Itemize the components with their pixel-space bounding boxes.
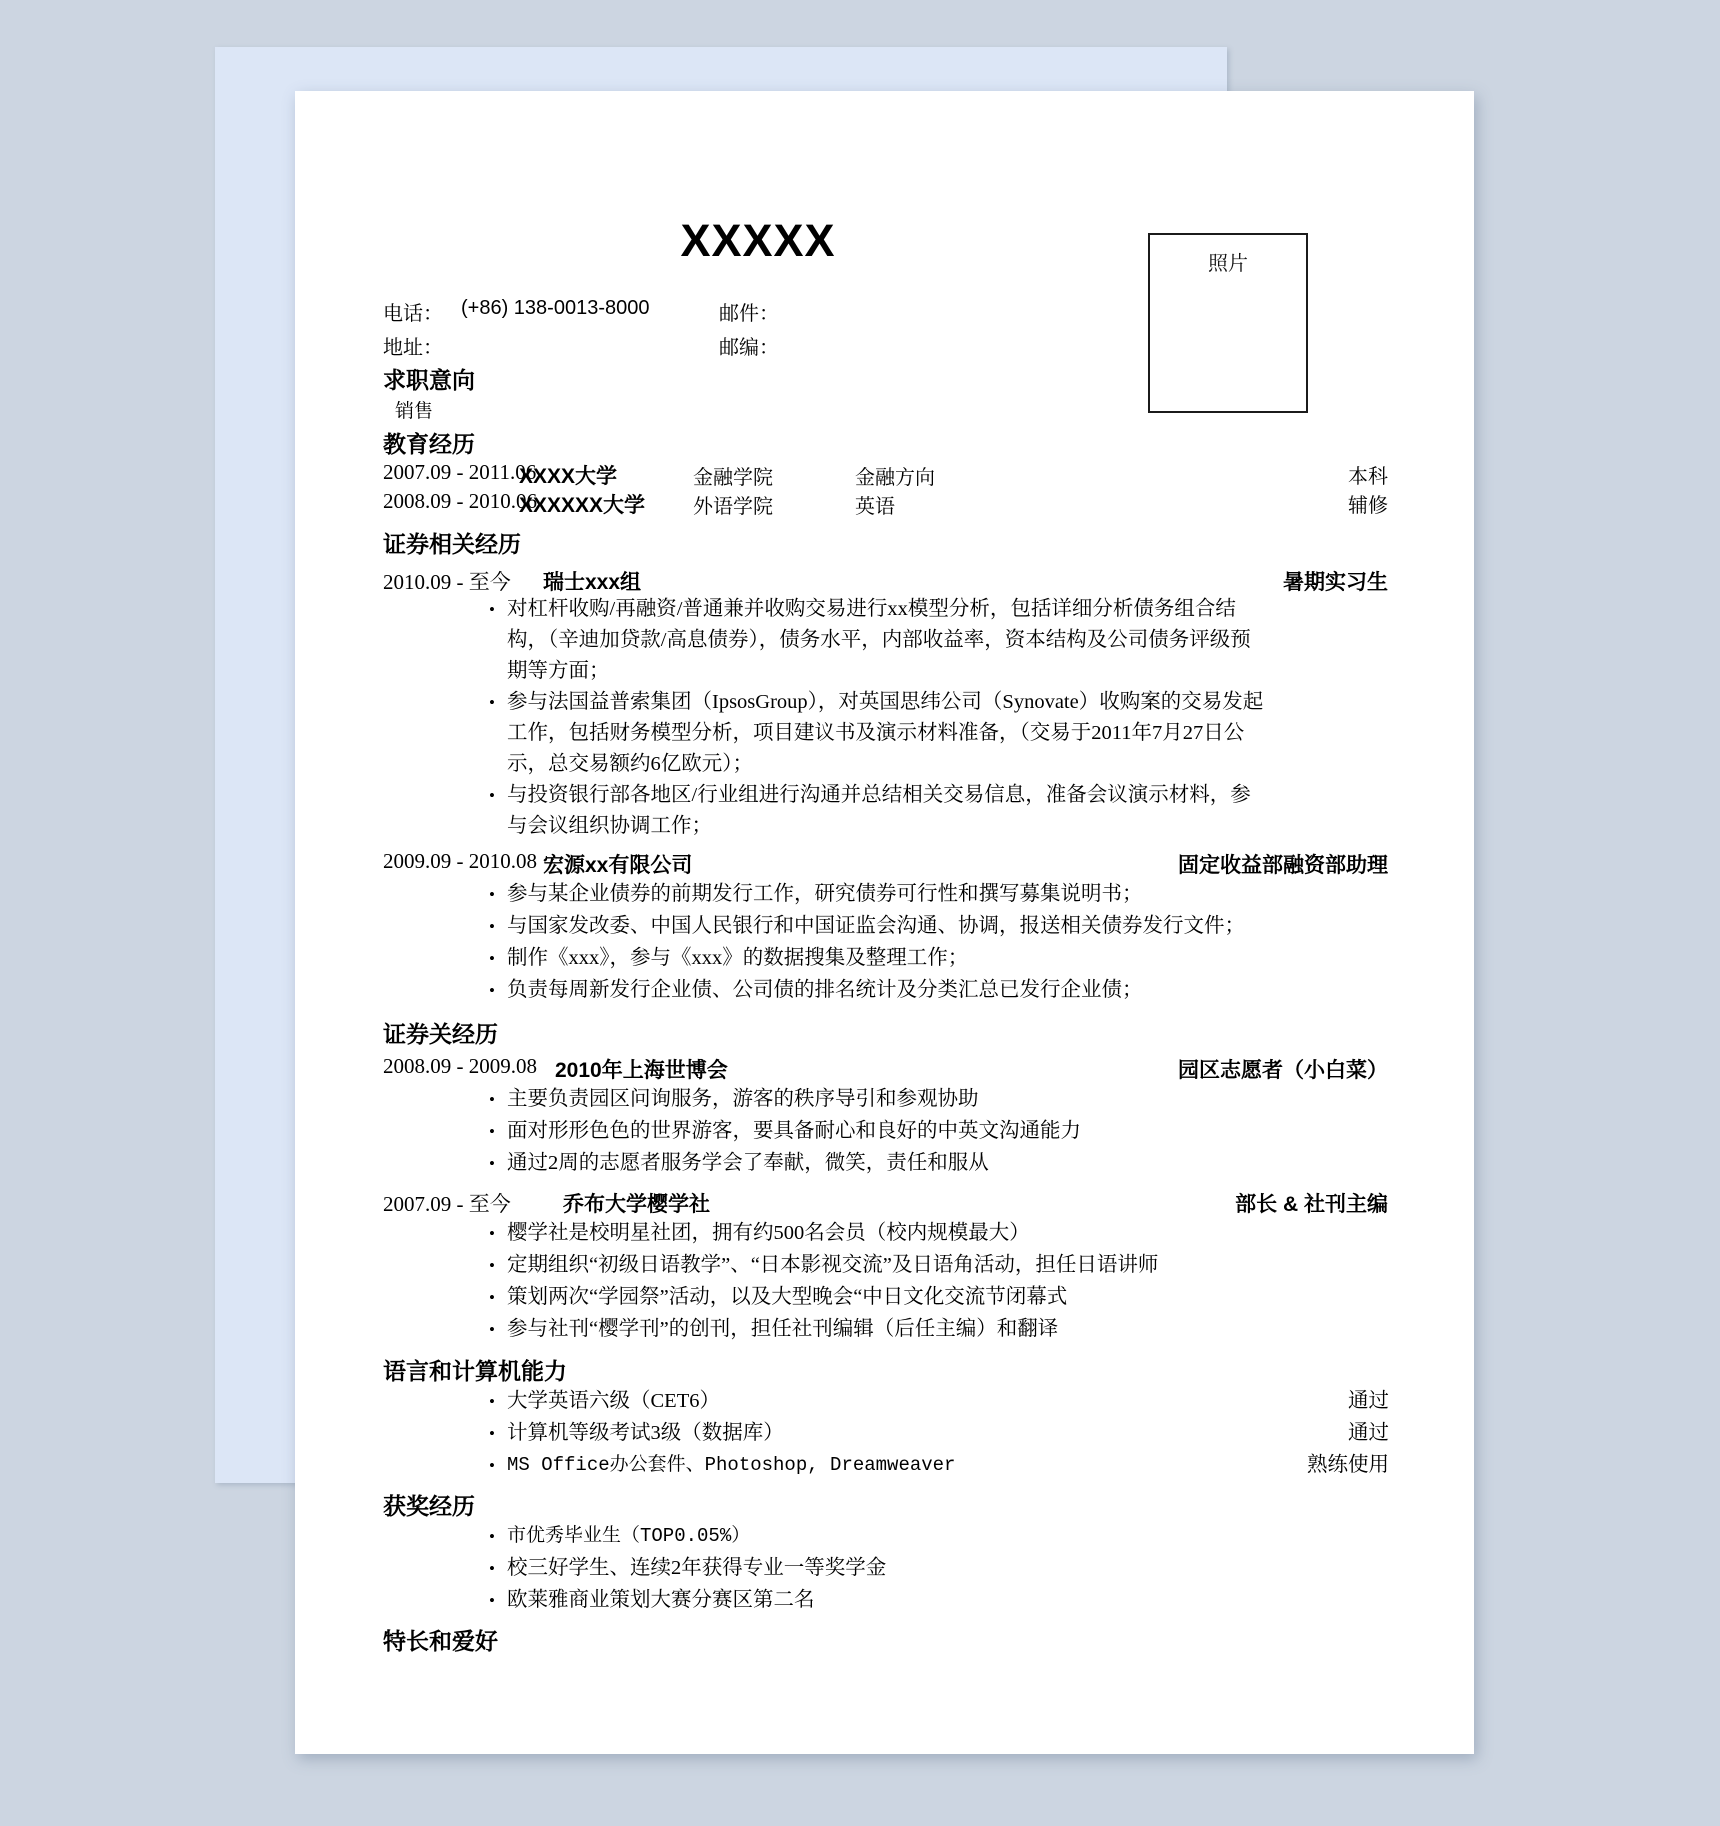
section-heading-skills: 语言和计算机能力 xyxy=(383,1358,567,1384)
list-item xyxy=(489,1585,1267,1616)
bullet-dot-icon: • xyxy=(489,1154,495,1173)
education-degree: 本科 xyxy=(1348,466,1388,488)
list-item xyxy=(489,1250,1267,1281)
education-row-1 xyxy=(383,460,1388,490)
section-heading-hobbies: 特长和爱好 xyxy=(383,1628,498,1654)
list-item xyxy=(489,1418,1389,1449)
zip-label: 邮编： xyxy=(719,337,779,359)
experience-date: 2010.09 - 至今 xyxy=(383,570,511,594)
award-text: 校三好学生、连续2年获得专业一等奖学金 xyxy=(507,1557,887,1579)
list-item xyxy=(489,780,1267,842)
bullet-dot-icon: • xyxy=(489,1320,495,1339)
contact-row-address-zip xyxy=(383,331,1388,361)
skill-level: 熟练使用 xyxy=(1307,1454,1389,1476)
experience-org: 瑞士xxx组 xyxy=(543,571,642,594)
experience-entry-header xyxy=(383,566,1388,596)
experience-date: 2007.09 - 至今 xyxy=(383,1192,511,1216)
section-heading-education: 教育经历 xyxy=(383,431,475,457)
bullet-dot-icon: • xyxy=(489,1288,495,1307)
experience-entry-header xyxy=(383,849,1388,879)
bullet-dot-icon: • xyxy=(489,981,495,1000)
experience-org: 乔布大学樱学社 xyxy=(563,1193,710,1216)
education-major: 金融方向 xyxy=(855,467,935,489)
section-heading-securities-other: 证券关经历 xyxy=(383,1021,498,1047)
phone-label: 电话： xyxy=(383,303,443,325)
education-date: 2008.09 - 2010.06 xyxy=(383,489,537,513)
resume-page xyxy=(295,91,1474,1754)
education-college: 金融学院 xyxy=(693,467,773,489)
list-item xyxy=(489,1148,1267,1179)
list-item-text: 定期组织“初级日语教学”、“日本影视交流”及日语角活动，担任日语讲师 xyxy=(507,1254,1159,1276)
list-item-text: 樱学社是校明星社团，拥有约500名会员（校内规模最大） xyxy=(507,1222,1030,1244)
experience-role: 园区志愿者（小白菜） xyxy=(1178,1059,1388,1082)
list-item-text: 参与法国益普索集团（IpsosGroup），对英国思纬公司（Synovate）收购案的交易发起工作，包括财务模型分析，项目建议书及演示材料准备，（交易于2011年7月27日公示，总交易额约6亿欧元）； xyxy=(507,691,1264,775)
list-item-text: 策划两次“学园祭”活动，以及大型晚会“中日文化交流节闭幕式 xyxy=(507,1286,1068,1308)
experience-org: 2010年上海世博会 xyxy=(555,1059,728,1082)
experience-entry-header xyxy=(383,1188,1388,1218)
education-college: 外语学院 xyxy=(693,496,773,518)
photo-placeholder-label: 照片 xyxy=(1208,253,1248,275)
section-heading-objective: 求职意向 xyxy=(383,367,475,393)
email-label: 邮件： xyxy=(719,303,779,325)
experience-date: 2008.09 - 2009.08 xyxy=(383,1054,537,1078)
award-text: 欧莱雅商业策划大赛分赛区第二名 xyxy=(507,1589,815,1611)
objective-value: 销售 xyxy=(395,401,434,422)
education-date: 2007.09 - 2011.06 xyxy=(383,460,537,484)
list-item xyxy=(489,1450,1389,1481)
section-heading-awards: 获奖经历 xyxy=(383,1493,475,1519)
list-item xyxy=(489,1314,1267,1345)
list-item xyxy=(489,1553,1267,1584)
experience-date: 2009.09 - 2010.08 xyxy=(383,849,537,873)
list-item xyxy=(489,1282,1267,1313)
skill-name: MS Office办公套件、Photoshop, Dreamweaver xyxy=(507,1454,956,1476)
list-item-text: 负责每周新发行企业债、公司债的排名统计及分类汇总已发行企业债； xyxy=(507,979,1143,1001)
list-item-text: 面对形形色色的世界游客，要具备耐心和良好的中英文沟通能力 xyxy=(507,1120,1081,1142)
bullet-dot-icon: • xyxy=(489,1122,495,1141)
list-item-text: 制作《xxx》，参与《xxx》的数据搜集及整理工作； xyxy=(507,947,969,969)
experience-role: 暑期实习生 xyxy=(1283,571,1388,594)
experience-entry-header xyxy=(383,1054,1388,1084)
bullet-dot-icon: • xyxy=(489,917,495,936)
bullet-dot-icon: • xyxy=(489,1424,495,1443)
experience-role: 部长 & 社刊主编 xyxy=(1235,1193,1388,1216)
list-item xyxy=(489,1521,1267,1552)
skill-level: 通过 xyxy=(1348,1422,1389,1444)
education-major: 英语 xyxy=(855,496,895,518)
list-item xyxy=(489,1218,1267,1249)
resume-content xyxy=(383,91,1388,1754)
bullet-dot-icon: • xyxy=(489,1591,495,1610)
award-text: 市优秀毕业生（TOP0.05%） xyxy=(507,1525,751,1547)
list-item xyxy=(489,687,1267,780)
bullet-dot-icon: • xyxy=(489,1559,495,1578)
bullet-dot-icon: • xyxy=(489,1456,495,1475)
list-item xyxy=(489,1116,1267,1147)
experience-role: 固定收益部融资部助理 xyxy=(1178,854,1388,877)
list-item xyxy=(489,911,1267,942)
list-item xyxy=(489,943,1267,974)
bullet-dot-icon: • xyxy=(489,885,495,904)
phone-value: (+86) 138-0013-8000 xyxy=(461,297,650,319)
list-item-text: 与国家发改委、中国人民银行和中国证监会沟通、协调，报送相关债券发行文件； xyxy=(507,915,1245,937)
list-item-text: 对杠杆收购/再融资/普通兼并收购交易进行xx模型分析，包括详细分析债务组合结构，（辛迪加贷款/高息债券），债务水平，内部收益率，资本结构及公司债务评级预期等方面； xyxy=(507,598,1251,682)
contact-row-phone-email xyxy=(383,297,1388,327)
skill-name: 计算机等级考试3级（数据库） xyxy=(507,1422,784,1444)
bullet-dot-icon: • xyxy=(489,1090,495,1109)
address-label: 地址： xyxy=(383,337,443,359)
bullet-dot-icon: • xyxy=(489,693,495,712)
experience-org: 宏源xx有限公司 xyxy=(543,854,693,877)
list-item-text: 参与社刊“樱学刊”的创刊，担任社刊编辑（后任主编）和翻译 xyxy=(507,1318,1059,1340)
page-title: XXXXX xyxy=(680,215,836,266)
list-item xyxy=(489,975,1267,1006)
list-item xyxy=(489,1084,1267,1115)
education-row-2 xyxy=(383,489,1388,519)
skill-level: 通过 xyxy=(1348,1390,1389,1412)
education-school: XXXX大学 xyxy=(519,465,618,488)
list-item xyxy=(489,594,1267,687)
bullet-dot-icon: • xyxy=(489,949,495,968)
bullet-dot-icon: • xyxy=(489,600,495,619)
education-degree: 辅修 xyxy=(1348,495,1388,517)
bullet-dot-icon: • xyxy=(489,1527,495,1546)
bullet-dot-icon: • xyxy=(489,1224,495,1243)
bullet-dot-icon: • xyxy=(489,1256,495,1275)
education-school: XXXXXX大学 xyxy=(519,494,646,517)
section-heading-securities-related: 证券相关经历 xyxy=(383,531,521,557)
list-item-text: 主要负责园区问询服务，游客的秩序导引和参观协助 xyxy=(507,1088,979,1110)
list-item-text: 与投资银行部各地区/行业组进行沟通并总结相关交易信息，准备会议演示材料，参与会议组织协调工作； xyxy=(507,784,1251,837)
bullet-dot-icon: • xyxy=(489,786,495,805)
skill-name: 大学英语六级（CET6） xyxy=(507,1390,720,1412)
list-item xyxy=(489,1386,1389,1417)
list-item xyxy=(489,879,1267,910)
bullet-dot-icon: • xyxy=(489,1392,495,1411)
list-item-text: 通过2周的志愿者服务学会了奉献，微笑，责任和服从 xyxy=(507,1152,989,1174)
list-item-text: 参与某企业债券的前期发行工作，研究债券可行性和撰写募集说明书； xyxy=(507,883,1143,905)
